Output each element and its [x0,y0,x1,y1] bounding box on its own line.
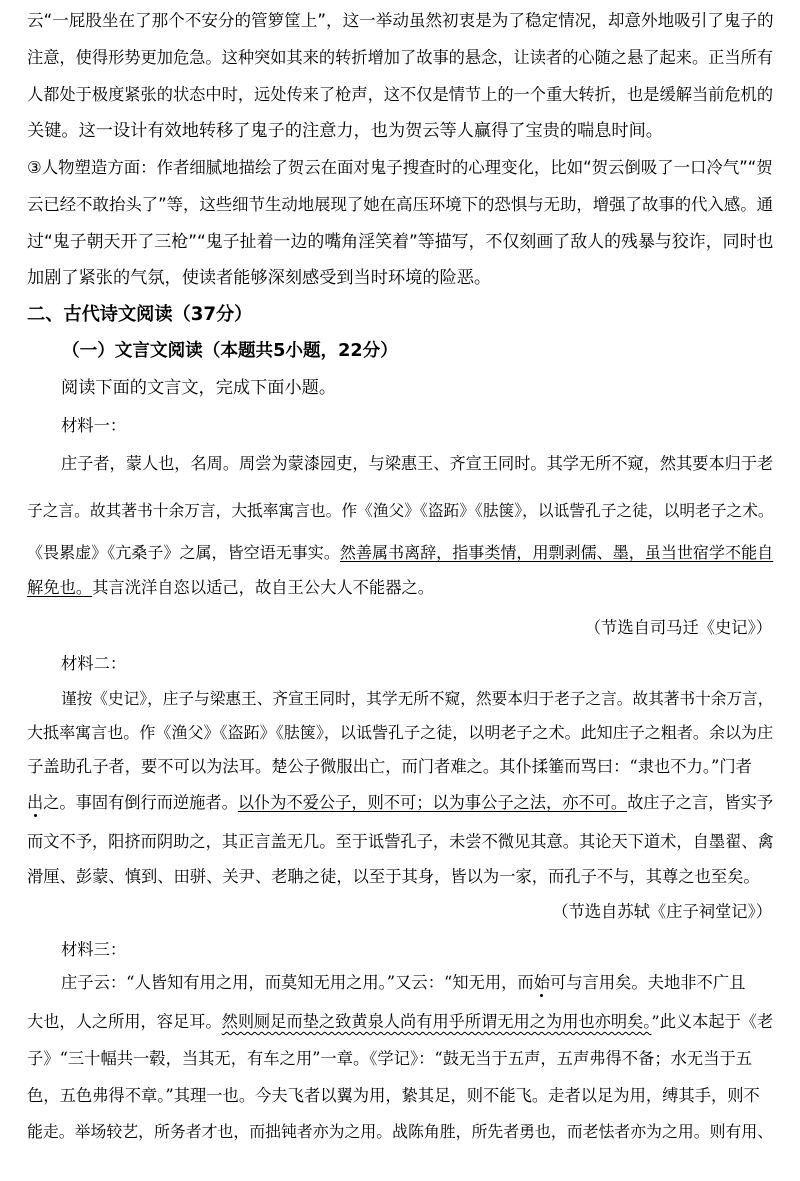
analysis-line: 注意，使得形势更加危急。这种突如其来的转折增加了故事的悬念，让读者的心随之悬了起来。正当所有 [27,48,774,67]
analysis-line: ③人物塑造方面：作者细腻地描绘了贺云在面对鬼子搜查时的心理变化，比如“贺云倒吸了一口冷气”“贺 [27,158,773,177]
material-label: 材料三： [61,940,127,959]
plain-text: 可与言用矣。夫地非不广且 [550,973,746,992]
material-text-line [27,1011,773,1033]
analysis-line: 云“一屁股坐在了那个不安分的管箩筐上”，这一举动虽然初衷是为了稳定情况，却意外地吸引了鬼子的 [27,11,774,30]
material-text-line: 大抵率寓言也。作《渔父》《盗跖》《胠箧》，以诋訾孔子之徒，以明老子之术。此知庄子之粗者。余以为庄 [27,723,774,742]
material-text-line [27,542,773,564]
underlined-sentence: 解免也。 [27,578,93,597]
material-text-line: 庄子者，蒙人也，名周。周尝为蒙漆园吏，与梁惠王、齐宣王同时。其学无所不窥，然其要本归于老 [61,454,774,473]
wavy-underlined-sentence: 然则厕足而垫之致黄泉人尚有用乎所谓无用之为用也亦明矣。 [221,1012,652,1031]
emphasis-dotted-char: 出 [27,793,44,812]
underlined-sentence: 以仆为不爱公子，则不可；以为事公子之法，亦不可。 [237,793,628,812]
plain-text: 故庄子之言，皆实予 [627,793,774,812]
underlined-sentence: 然善属书离辞，指事类情，用剽剥儒、墨，虽当世宿学不能自 [339,543,774,562]
plain-text: 之。事固有倒行而逆施者。 [43,793,238,812]
material-text-line: 子》“三十幅共一毂，当其无，有车之用”一章。《学记》：“鼓无当于五声，五声弗得不备；水无当于五 [27,1049,753,1068]
material-text-line [27,792,773,814]
material-source: （节选自苏轼《庄子祠堂记》） [552,902,772,921]
plain-text: ”此义本起于《老 [651,1012,774,1031]
material-text-line: 子盖助孔子者，要不可以为法耳。楚公子微服出亡，而门者难之。其仆揉箠而骂曰：“隶也不力。”门者 [27,757,752,776]
analysis-line: 加剧了紧张的气氛，使读者能够深刻感受到当时环境的险恶。 [27,268,492,288]
material-text-line: 滑厘、彭蒙、慎到、田骈、关尹、老聃之徒，以至于其身，皆以为一家，而孔子不与，其尊之也至矣。 [27,867,760,886]
material-text-line [27,577,434,599]
emphasis-dotted-char: 始 [533,973,551,992]
analysis-line: 云已经不敢抬头了”等，这些细节生动地展现了她在高压环境下的恐惧与无助，增强了故事的代入感。通 [27,195,774,214]
plain-text: 《畏累虚》《亢桑子》之属，皆空语无事实。 [27,543,340,562]
plain-text: 庄子云：“人皆知有用之用，而莫知无用之用。”又云：“知无用，而 [61,973,534,992]
section-subtitle: （一）文言文阅读（本题共5小题，22分） [62,341,398,361]
material-label: 材料一： [61,416,127,435]
section-instruction: 阅读下面的文言文，完成下面小题。 [61,378,337,398]
material-text-line: 子之言。故其著书十余万言，大抵率寓言也。作《渔父》《盗跖》《胠箧》，以诋訾孔子之徒，以明老子之术。 [27,501,774,520]
plain-text: 其言洸洋自恣以适己，故自王公大人不能器之。 [92,578,435,597]
section-title: 二、古代诗文阅读（37分） [27,304,253,325]
analysis-line: 人都处于极度紧张的状态中时，远处传来了枪声，这不仅是情节上的一个重大转折，也是缓解当前危机的 [27,85,774,104]
material-text-line: 色，五色弗得不章。”其理一也。今夫飞者以翼为用，絷其足，则不能飞。走者以足为用，缚其手，则不 [27,1086,760,1105]
plain-text: 大也，人之所用，容足耳。 [27,1012,222,1031]
material-text-line: 而文不予，阳挤而阴助之，其正言盖无几。至于诋訾孔子，未尝不微见其意。其论天下道术，自墨翟、禽 [27,832,774,851]
material-label: 材料二： [61,654,127,673]
material-source: （节选自司马迁《史记》） [584,618,772,637]
analysis-line: 过“鬼子朝天开了三枪”“鬼子扯着一边的嘴角淫笑着”等描写，不仅刻画了敌人的残暴与狡诈，同时也 [27,231,774,251]
material-text-line: 谨按《史记》，庄子与梁惠王、齐宣王同时，其学无所不窥，然要本归于老子之言。故其著书十余万言， [61,689,774,708]
analysis-line: 关键。这一设计有效地转移了鬼子的注意力，也为贺云等人赢得了宝贵的喘息时间。 [27,121,663,141]
material-text-line [61,972,745,994]
material-text-line: 能走。举场较艺，所务者才也，而拙钝者亦为之用。战陈角胜，所先者勇也，而老怯者亦为之用。则有用、 [27,1122,774,1141]
